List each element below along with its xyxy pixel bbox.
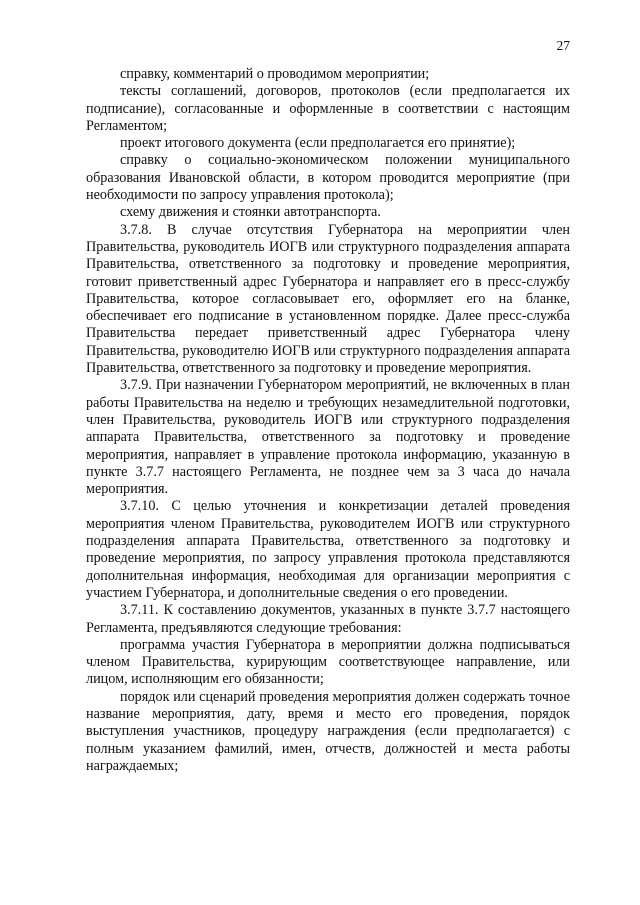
paragraph-program-requirement: программа участия Губернатора в мероприятии должна подписываться членом Правительства, курирующим соответствующее направление, или лицом, исполняющим его обязанности; bbox=[86, 636, 570, 688]
paragraph-scenario-requirement: порядок или сценарий проведения мероприятия должен содержать точное название мероприятия, дату, время и место его проведения, порядок выступления участников, процедуру награждения (если предполагается) с полным указанием фамилий, имен, отчеств, должностей и места работы награждаемых; bbox=[86, 688, 570, 774]
paragraph-transport-scheme: схему движения и стоянки автотранспорта. bbox=[120, 204, 381, 221]
paragraph-final-document: проект итогового документа (если предполагается его принятие); bbox=[120, 135, 516, 152]
page-number: 27 bbox=[556, 38, 570, 53]
paragraph-3-7-11: 3.7.11. К составлению документов, указанных в пункте 3.7.7 настоящего Регламента, предъявляются следующие требования: bbox=[86, 602, 570, 636]
paragraph-3-7-10: 3.7.10. С целью уточнения и конкретизации деталей проведения мероприятия членом Правительства, руководителем ИОГВ или структурного подразделения аппарата Правительства, ответственного за подготовку и проведение мероприятия, по запросу управления протокола представляются дополнительная информация, необходимая для организации мероприятия с участием Губернатора, и дополнительные сведения о его проведении. bbox=[86, 498, 570, 601]
paragraph-socioeconomic-note: справку о социально-экономическом положении муниципального образования Ивановской области, в котором проводится мероприятие (при необходимости по запросу управления протокола); bbox=[86, 152, 570, 204]
document-body bbox=[86, 66, 570, 775]
paragraph-3-7-9: 3.7.9. При назначении Губернатором мероприятий, не включенных в план работы Правительства на неделю и требующих незамедлительной подготовки, член Правительства, руководитель ИОГВ или структурного подразделения аппарата Правительства, ответственного за подготовку и проведение мероприятия, направляет в управление протокола информацию, указанную в пункте 3.7.7 настоящего Регламента, не позднее чем за 3 часа до начала мероприятия. bbox=[86, 377, 570, 498]
paragraph-3-7-8: 3.7.8. В случае отсутствия Губернатора на мероприятии член Правительства, руководитель ИОГВ или структурного подразделения аппарата Правительства, ответственного за подготовку и проведение мероприятия, готовит приветственный адрес Губернатора и направляет его в пресс-службу Правительства, которое согласовывает его, оформляет его на бланке, обеспечивает его подписание в установленном порядке. Далее пресс-служба Правительства передает приветственный адрес Губернатора члену Правительства, руководителю ИОГВ или структурного подразделения аппарата Правительства, ответственного за подготовку и проведение мероприятия. bbox=[86, 221, 570, 377]
paragraph-reference-note: справку, комментарий о проводимом мероприятии; bbox=[120, 66, 430, 82]
paragraph-agreement-texts: тексты соглашений, договоров, протоколов (если предполагается их подписание), согласованные и оформленные в соответствии с настоящим Регламентом; bbox=[86, 83, 570, 134]
